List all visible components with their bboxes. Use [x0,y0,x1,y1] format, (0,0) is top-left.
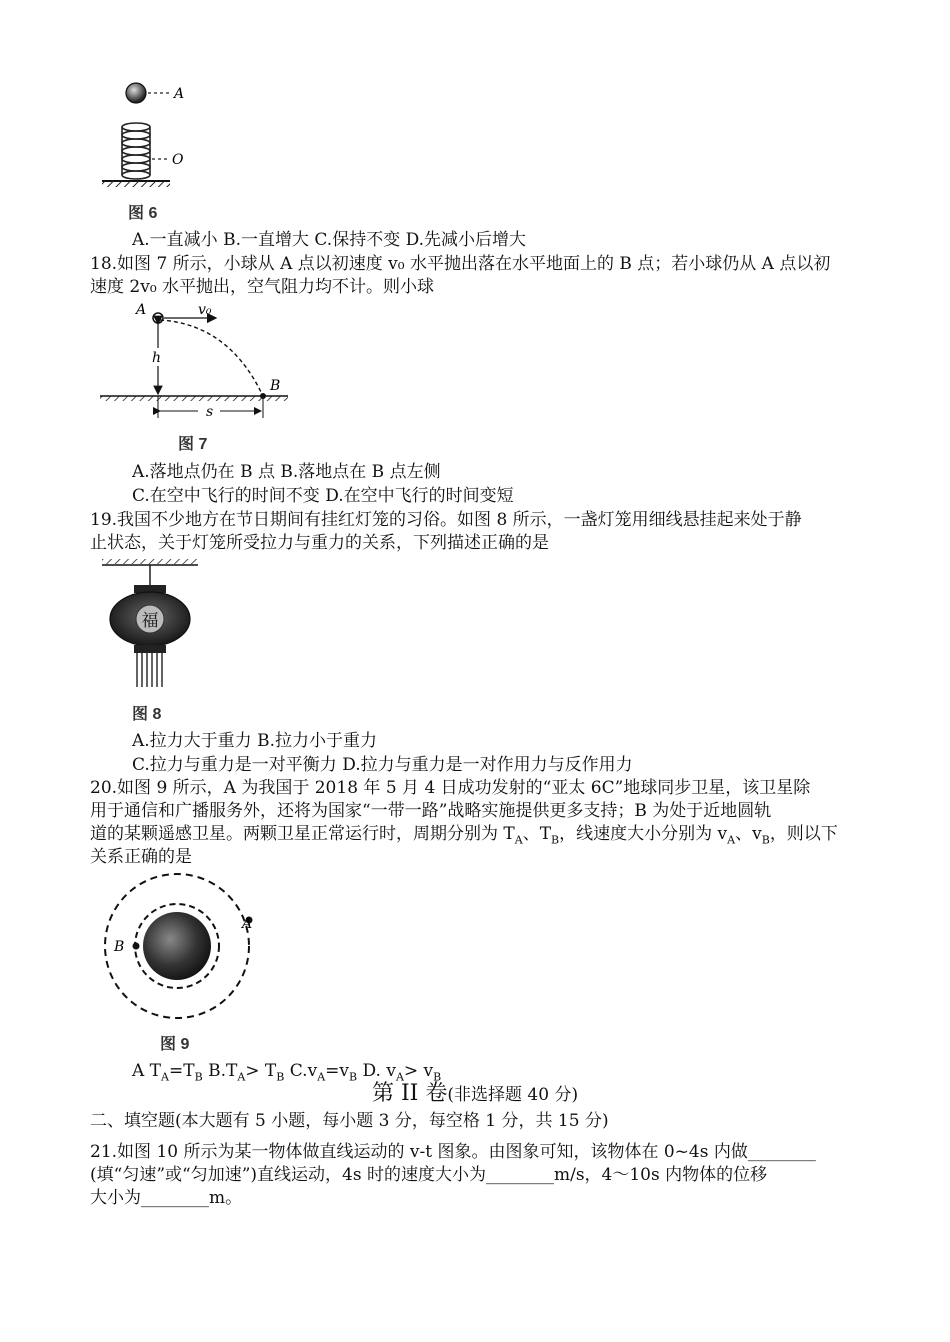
label-v0: v₀ [198,302,212,318]
q18-options-line2: C.在空中飞行的时间不变 D.在空中飞行的时间变短 [132,486,514,506]
label-a: A [136,302,147,318]
q19-stem-line2: 止状态，关于灯笼所受拉力与重力的关系，下列描述正确的是 [90,533,549,553]
label-o: O [172,152,184,168]
satellite-orbit-diagram [94,868,264,1028]
section-2-title: 第 II 卷 [372,1081,448,1106]
lantern-bottom-cap [134,645,166,653]
q20-stem-line4: 关系正确的是 [90,847,192,867]
tassels [137,653,162,687]
figure-9 [94,868,264,1028]
section-2-heading [372,1083,578,1106]
label-h: h [152,350,162,366]
spring [122,123,150,179]
ground-hatch [102,181,170,187]
lantern-diagram [98,555,208,700]
lantern-char: 福 [141,611,159,631]
section-2-subtitle: (非选择题 40 分) [447,1085,579,1105]
ball [126,83,146,103]
q18-stem-line2: 速度 2v₀ 水平抛出，空气阻力均不计。则小球 [90,277,435,297]
projectile-diagram [98,298,298,428]
fig6-caption: 图 6 [128,205,158,222]
fig7-caption: 图 7 [178,436,208,453]
ball-a [153,313,163,323]
figure-7 [98,298,298,428]
satellite-b [133,943,140,950]
part-2-heading: 二、填空题(本大题有 5 小题，每小题 3 分，每空格 1 分，共 15 分) [90,1111,609,1131]
q21-stem-line2: (填“匀速”或“匀加速”)直线运动，4s 时的速度大小为________m/s，4～10s 内物体的位移 [90,1165,768,1185]
q19-options-line2: C.拉力与重力是一对平衡力 D.拉力与重力是一对作用力与反作用力 [132,755,633,775]
label-b: B [114,939,125,955]
q20-stem-line3-text: 道的某颗遥感卫星。两颗卫星正常运行时，周期分别为 $T_A$、$T_B$，线速度大小分别为 $v_A$、$v_B$，则以下 [90,824,838,847]
figure-6 [100,75,240,225]
label-a: A [242,916,253,932]
q17-options: A.一直减小 B.一直增大 C.保持不变 D.先减小后增大 [132,230,527,250]
fig9-caption: 图 9 [160,1036,190,1053]
earth [143,912,211,980]
spring-ball-diagram [100,75,240,225]
q20-stem-line1: 20.如图 9 所示，A 为我国于 2018 年 5 月 4 日成功发射的“亚太 6C”地球同步卫星，该卫星除 [90,778,811,798]
q20-stem-line3 [90,823,838,851]
trajectory [160,320,262,394]
q20-options: A $T_A=T_B$ $B.T_A> T_B$ $C.v_A=v_B$ D. $v_A> v_B$ [132,1061,442,1084]
ceiling-hatch [102,559,198,564]
q18-options-line1: A.落地点仍在 B 点 B.落地点在 B 点左侧 [132,462,441,482]
ground-hatch [100,396,288,401]
label-b: B [270,378,281,394]
label-s: s [206,404,214,420]
figure-8 [98,555,208,700]
q19-stem-line1: 19.我国不少地方在节日期间有挂红灯笼的习俗。如图 8 所示，一盏灯笼用细线悬挂起来处于静 [90,510,802,530]
q19-options-line1: A.拉力大于重力 B.拉力小于重力 [132,731,377,751]
q18-stem-line1: 18.如图 7 所示，小球从 A 点以初速度 v₀ 水平抛出落在水平地面上的 B 点；若小球仍从 A 点以初 [90,254,831,274]
fig8-caption: 图 8 [132,706,162,723]
q20-stem-line2: 用于通信和广播服务外，还将为国家“一带一路”战略实施提供更多支持；B 为处于近地圆轨 [90,801,772,821]
q21-stem-line3: 大小为________m。 [90,1188,243,1208]
q21-stem-line1: 21.如图 10 所示为某一物体做直线运动的 v-t 图象。由图象可知，该物体在 0~4s 内做________ [90,1142,816,1162]
label-a: A [174,86,185,102]
